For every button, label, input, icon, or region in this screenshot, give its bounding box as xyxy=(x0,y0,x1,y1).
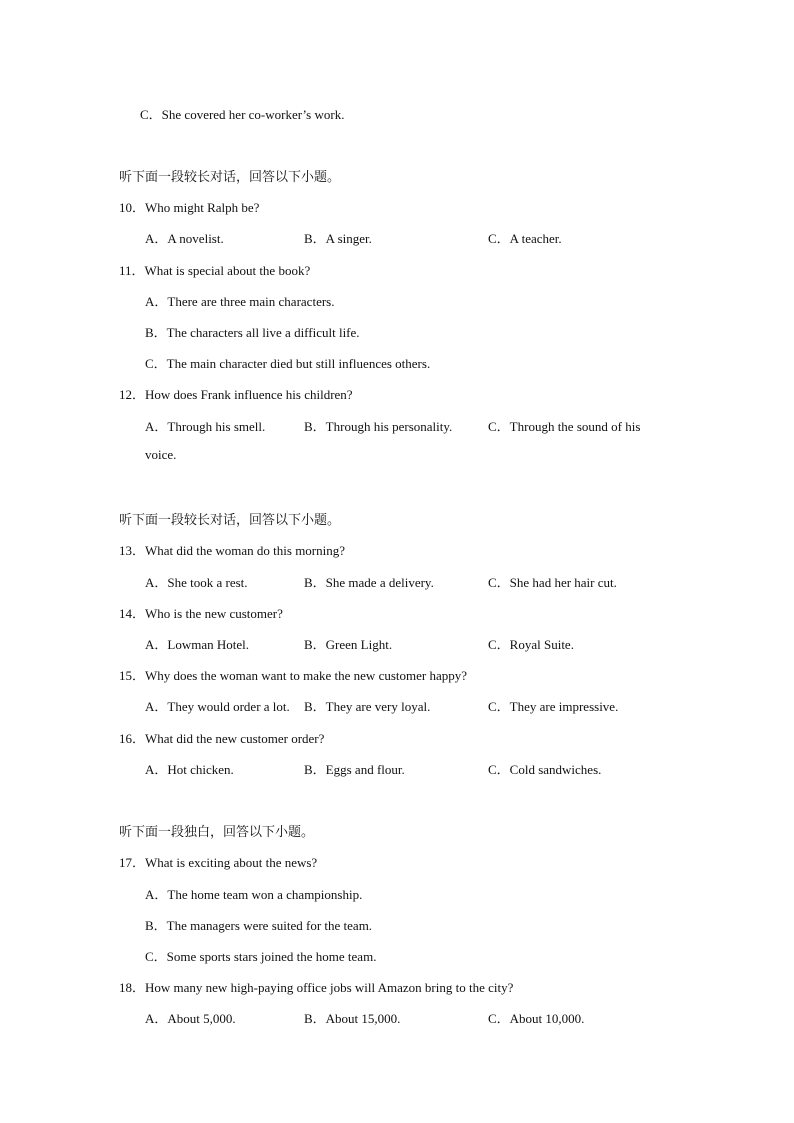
option-c: C．She had her hair cut. xyxy=(488,575,617,590)
option-c: C．Through the sound of his xyxy=(488,419,641,434)
option-c: C．They are impressive. xyxy=(488,699,619,714)
question-stem: 17．What is exciting about the news? xyxy=(119,855,318,870)
option-c: C．A teacher. xyxy=(488,231,562,246)
option-b: B．About 15,000. xyxy=(304,1011,401,1026)
option-a: A．Hot chicken. xyxy=(145,762,234,777)
option-a: A．Lowman Hotel. xyxy=(145,637,249,652)
question-stem: 12．How does Frank influence his children? xyxy=(119,387,353,402)
option-c-continuation: voice. xyxy=(145,447,177,462)
question-stem: 15．Why does the woman want to make the new customer happy? xyxy=(119,668,468,683)
question-stem: 14．Who is the new customer? xyxy=(119,606,283,621)
option-a: A．There are three main characters. xyxy=(145,294,335,309)
section-heading: 听下面一段较长对话，回答以下小题。 xyxy=(119,513,341,528)
option-a: A．The home team won a championship. xyxy=(145,887,363,902)
option-c-carryover: C．She covered her co-worker’s work. xyxy=(140,107,345,122)
option-a: A．Through his smell. xyxy=(145,419,266,434)
section-heading: 听下面一段独白，回答以下小题。 xyxy=(119,825,315,840)
option-a: A．They would order a lot. xyxy=(145,699,290,714)
question-stem: 11．What is special about the book? xyxy=(119,263,311,278)
question-stem: 10．Who might Ralph be? xyxy=(119,200,260,215)
question-stem: 13．What did the woman do this morning? xyxy=(119,543,346,558)
option-c: C．The main character died but still influences others. xyxy=(145,356,431,371)
option-b: B．Green Light. xyxy=(304,637,393,652)
option-b: B．Through his personality. xyxy=(304,419,453,434)
option-b: B．Eggs and flour. xyxy=(304,762,405,777)
option-a: A．About 5,000. xyxy=(145,1011,236,1026)
option-a: A．She took a rest. xyxy=(145,575,248,590)
option-b: B．A singer. xyxy=(304,231,372,246)
option-b: B．The managers were suited for the team. xyxy=(145,918,373,933)
option-c: C．Cold sandwiches. xyxy=(488,762,602,777)
option-a: A．A novelist. xyxy=(145,231,224,246)
option-c: C．Some sports stars joined the home team. xyxy=(145,949,377,964)
option-b: B．She made a delivery. xyxy=(304,575,434,590)
option-c: C．About 10,000. xyxy=(488,1011,585,1026)
option-b: B．They are very loyal. xyxy=(304,699,431,714)
option-b: B．The characters all live a difficult life. xyxy=(145,325,360,340)
option-c: C．Royal Suite. xyxy=(488,637,574,652)
question-stem: 18．How many new high-paying office jobs will Amazon bring to the city? xyxy=(119,980,514,995)
question-stem: 16．What did the new customer order? xyxy=(119,731,325,746)
section-heading: 听下面一段较长对话，回答以下小题。 xyxy=(119,170,341,185)
